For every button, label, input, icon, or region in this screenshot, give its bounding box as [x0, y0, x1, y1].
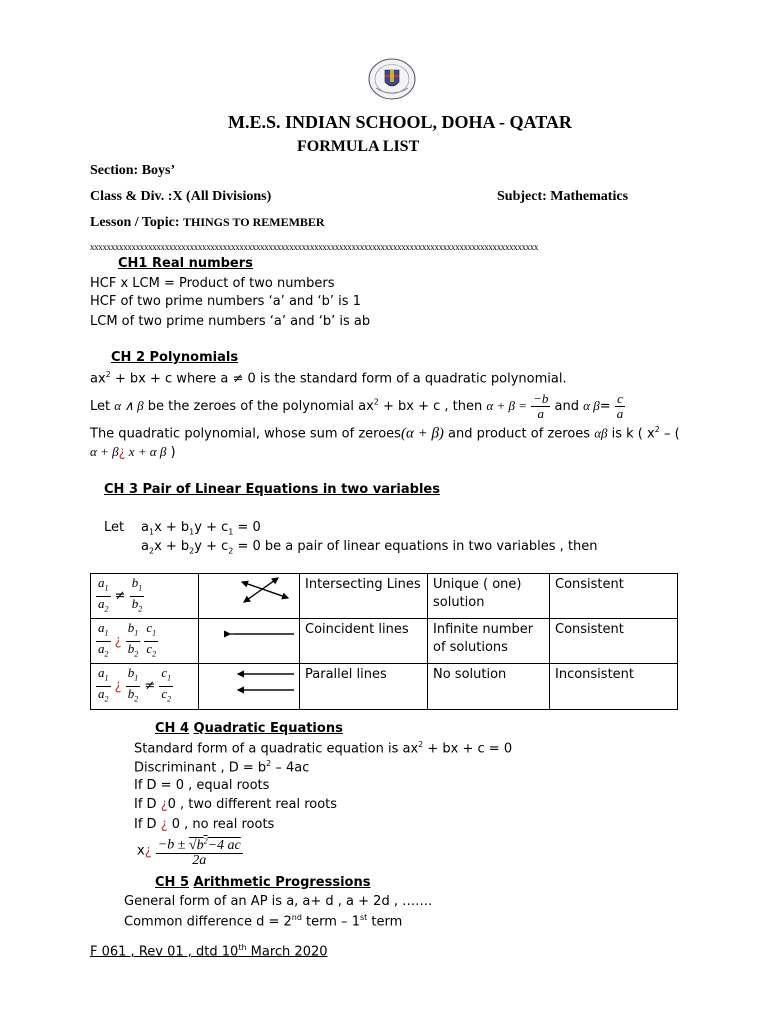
table-row [91, 619, 678, 664]
school-name: M.E.S. INDIAN SCHOOL, DOHA - QATAR [228, 112, 572, 132]
coincident-lines-icon [204, 621, 294, 655]
section-label: Section: Boys’ [90, 163, 176, 178]
ch4-no-roots: If D ¿ 0 , no real roots [134, 817, 275, 832]
class-division: Class & Div. :X (All Divisions) [90, 189, 272, 204]
cell-solution: Unique ( one) solution [428, 574, 550, 619]
ch4-two-roots: If D ¿0 , two different real roots [134, 797, 338, 812]
ch4-discriminant: Discriminant , $D = b^2 - 4ac$ [134, 759, 310, 776]
ch5-common-difference: Common difference d = 2nd term – 1st term [124, 913, 403, 930]
ch1-heading: CH1 Real numbers [118, 256, 253, 271]
lesson-topic [90, 215, 325, 231]
cell-nature: Consistent [550, 619, 678, 664]
lesson-label: Lesson / Topic: [90, 215, 183, 230]
graph-parallel [199, 664, 300, 709]
ch4-equal-roots: If D = 0 , equal roots [134, 778, 270, 793]
subject-label: Subject: Mathematics [497, 189, 629, 204]
ch5-general-form: General form of an AP is a, a+ d , a + 2d , ……. [124, 894, 433, 909]
footer-revision: F 061 , Rev 01 , dtd 10th March 2020 [90, 943, 328, 960]
ch3-let-label: Let [104, 520, 125, 535]
ch2-quadratic-from-zeroes: The quadratic polynomial, whose sum of zeroes(α + β) and product of zeroes αβ is k ( $x^2$ – ( [90, 425, 680, 442]
ch3-equation-1: $a_1x + b_1y + c_1 = 0$ [141, 520, 261, 537]
cell-type: Parallel lines [300, 664, 428, 709]
ch2-heading: CH 2 Polynomials [111, 350, 239, 365]
ch3-heading: CH 3 Pair of Linear Equations in two variables [104, 482, 440, 497]
ch4-standard-form: Standard form of a quadratic equation is $ax^2$ + bx + c = 0 [134, 740, 513, 757]
ratio-condition: $\frac{a_1}{a_2}$ ≠ $\frac{b_1}{b_2}$ [91, 574, 199, 619]
ch2-standard-form: $ax^2$ + bx + c where a ≠ 0 is the standard form of a quadratic polynomial. [90, 370, 567, 387]
ch2-zeroes-relation: Let α ∧ β be the zeroes of the polynomial $ax^2$ + bx + c , then α + β = $\frac{-b}{a}$ and α β= $\frac{c}{a}$ [90, 391, 624, 421]
ch4-heading: CH 4 Quadratic Equations [155, 721, 343, 736]
graph-intersecting [199, 574, 300, 619]
cell-nature: Inconsistent [550, 664, 678, 709]
ch5-heading: CH 5 Arithmetic Progressions [155, 875, 371, 890]
ch3-equation-2: $a_2x + b_2y + c_2 = 0$ be a pair of linear equations in two variables , then [141, 539, 598, 556]
ratio-condition: $\frac{a_1}{a_2}$ ¿ $\frac{b_1}{b_2}$ $\frac{c_1}{c_2}$ [91, 619, 199, 664]
ratio-condition: $\frac{a_1}{a_2}$ ¿ $\frac{b_1}{b_2}$ ≠ $\frac{c_1}{c_2}$ [91, 664, 199, 709]
linear-equations-table [90, 573, 678, 710]
ch1-line: HCF of two prime numbers ‘a’ and ‘b’ is 1 [90, 294, 361, 309]
intersecting-lines-icon [204, 576, 294, 610]
cell-nature: Consistent [550, 574, 678, 619]
cell-type: Intersecting Lines [300, 574, 428, 619]
table-row [91, 574, 678, 619]
table-row [91, 664, 678, 709]
graph-coincident [199, 619, 300, 664]
ch1-line: LCM of two prime numbers ‘a’ and ‘b’ is ab [90, 314, 371, 329]
ch2-quadratic-continued: α + β¿ x + α β ) [90, 444, 176, 460]
school-logo [368, 58, 416, 100]
cell-solution: Infinite number of solutions [428, 619, 550, 664]
quadratic-formula: x¿ $\frac{-b \pm √b^2-4 ac}{2a}$ [137, 836, 241, 868]
parallel-lines-icon [204, 666, 294, 700]
separator-line: xxxxxxxxxxxxxxxxxxxxxxxxxxxxxxxxxxxxxxxxxxxxxxxxxxxxxxxxxxxxxxxxxxxxxxxxxxxxxxxxxxxxxxxxxxxxxxxxxxxxxxxxxxxx [90, 242, 539, 252]
ch1-line: HCF x LCM = Product of two numbers [90, 276, 335, 291]
document-title: FORMULA LIST [297, 138, 420, 155]
cell-type: Coincident lines [300, 619, 428, 664]
lesson-value: THINGS TO REMEMBER [182, 215, 325, 229]
cell-solution: No solution [428, 664, 550, 709]
